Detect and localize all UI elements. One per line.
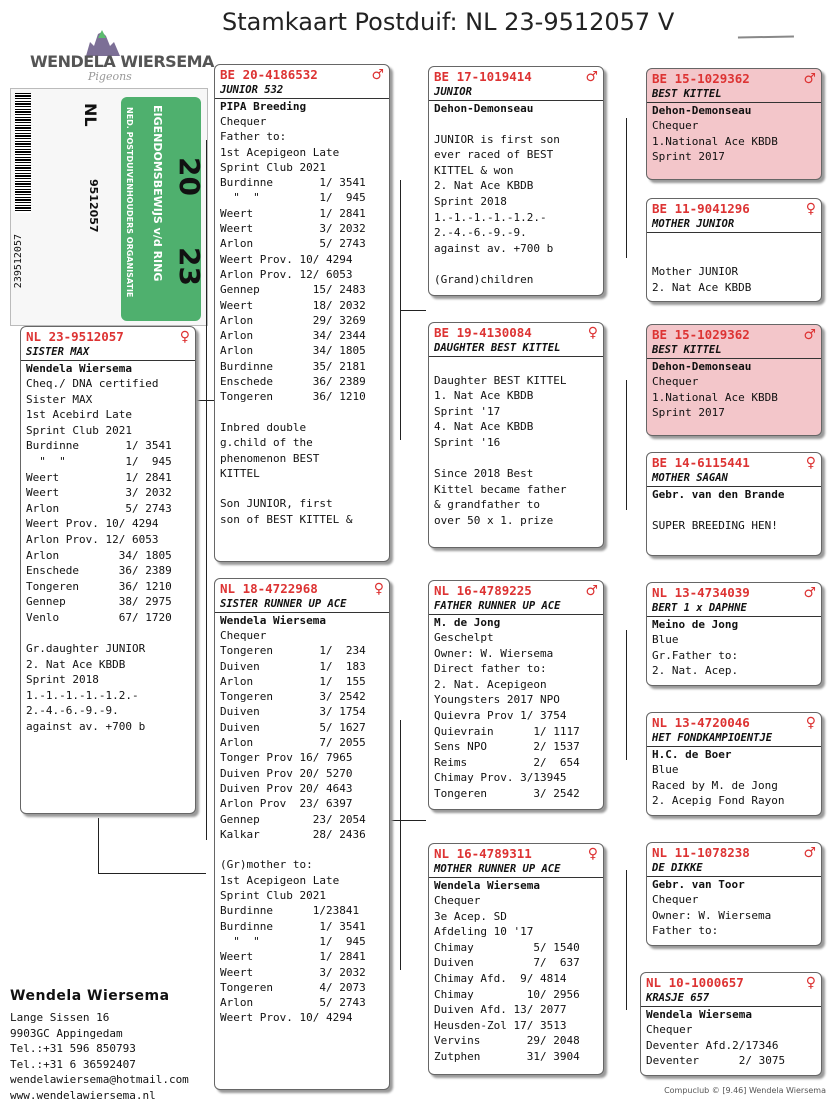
pigeon-name: MOTHER SAGAN [647,471,821,487]
detail-line: (Gr)mother to: [220,857,384,872]
sex-icon: ♀ [374,581,384,597]
pedigree-card-ff[interactable] [428,66,604,296]
detail-line: Cheq./ DNA certified [26,376,190,392]
breeder: PIPA Breeding [220,99,384,114]
detail-line: Chequer [646,1022,816,1038]
detail-line: 1.National Ace KBDB [652,390,816,406]
detail-line [434,357,598,373]
detail-line: Weert 18/ 2032 [220,298,384,313]
pedigree-card-fm[interactable] [428,322,604,548]
detail-line: Deventer Afd.2/17346 [646,1038,816,1054]
contact-line: 9903GC Appingedam [10,1026,189,1042]
detail-line: Chequer [652,374,816,390]
detail-line: Sprint Club 2021 [220,160,384,175]
detail-line: Weert 1/ 2841 [220,206,384,221]
connector [400,720,401,970]
detail-line: Mother JUNIOR [652,264,816,280]
pedigree-card-mff[interactable] [646,582,822,686]
pigeon-name: DAUGHTER BEST KITTEL [429,341,603,357]
ring-number: NL 13-4734039 [652,585,750,601]
detail-line: against av. +700 b [26,719,190,735]
detail-line: Arlon 5/ 2743 [220,236,384,251]
detail-line: Kittel became father [434,482,598,498]
detail-line: Sister MAX [26,392,190,408]
pigeon-details [434,630,598,802]
pedigree-card-mf[interactable] [428,580,604,810]
pedigree-card-mm[interactable] [428,843,604,1075]
sex-icon: ♀ [806,455,816,471]
detail-line: over 50 x 1. prize [434,513,598,529]
detail-line: Sprint '17 [434,404,598,420]
pigeon-details [434,116,598,288]
detail-line: Enschede 36/ 2389 [26,563,190,579]
detail-line: Burdinne 35/ 2181 [220,359,384,374]
sex-icon: ♀ [588,846,598,862]
ring-green-panel [121,97,201,321]
connector [98,818,99,873]
ring-number: BE 11-9041296 [652,201,750,217]
pedigree-card-fmm[interactable] [646,452,822,556]
pigeon-name: JUNIOR 532 [215,83,389,99]
detail-line: " " 1/ 945 [220,190,384,205]
detail-line: Arlon Prov. 12/ 6053 [220,267,384,282]
breeder: Gebr. van Toor [652,877,816,892]
ring-number: NL 11-1078238 [652,845,750,861]
detail-line: 1st Acepigeon Late [220,145,384,160]
detail-line: 2. Nat Ace KBDB [434,178,598,194]
detail-line: Zutphen 31/ 3904 [434,1049,598,1065]
sex-icon: ♂ [585,69,598,85]
detail-line: Quievra Prov 1/ 3754 [434,708,598,724]
ring-number: NL 18-4722968 [220,581,318,597]
detail-line: Inbred double [220,420,384,435]
detail-line: Tongeren 36/ 1210 [26,579,190,595]
breeder: Gebr. van den Brande [652,487,816,502]
breeder: Wendela Wiersema [434,878,598,893]
detail-line [220,842,384,857]
detail-line: 1.National Ace KBDB [652,134,816,150]
pedigree-card-ffm[interactable] [646,198,822,302]
sex-icon: ♂ [803,585,816,601]
connector [390,820,426,821]
detail-line: Duiven Afd. 13/ 2077 [434,1002,598,1018]
detail-line [434,451,598,467]
detail-line: Since 2018 Best [434,466,598,482]
detail-line: Enschede 36/ 2389 [220,374,384,389]
detail-line: Chimay Afd. 9/ 4814 [434,971,598,987]
detail-line: Burdinne 1/ 3541 [220,175,384,190]
pedigree-card-father[interactable] [214,64,390,562]
ring-number: NL 13-4720046 [652,715,750,731]
detail-line [220,481,384,496]
page-title: Stamkaart Postduif: NL 23-9512057 V [222,8,674,36]
detail-line: Deventer 2/ 3075 [646,1053,816,1069]
pigeon-details [26,376,190,735]
pigeon-details [434,893,598,1065]
detail-line: Sprint Club 2021 [26,423,190,439]
pigeon-name: DE DIKKE [647,861,821,877]
detail-line: Chimay 10/ 2956 [434,987,598,1003]
connector [98,873,206,874]
pigeon-details [652,502,816,533]
ring-number: NL 10-1000657 [646,975,744,991]
pigeon-details [652,762,816,809]
detail-line: Sprint 2018 [434,194,598,210]
detail-line: 2. Nat Ace KBDB [26,657,190,673]
sex-icon: ♀ [806,201,816,217]
detail-line: Blue [652,762,816,778]
detail-line: 2. Nat. Acepigeon [434,677,598,693]
detail-line: Weert 3/ 2032 [220,221,384,236]
detail-line: 1st Acebird Late [26,407,190,423]
detail-line: Arlon 29/ 3269 [220,313,384,328]
detail-line: Afdeling 10 '17 [434,924,598,940]
detail-line: Sprint Club 2021 [220,888,384,903]
detail-line: Kalkar 28/ 2436 [220,827,384,842]
detail-line: Vervins 29/ 2048 [434,1033,598,1049]
detail-line: Tongeren 4/ 2073 [220,980,384,995]
detail-line: Weert Prov. 10/ 4294 [220,252,384,267]
ring-number: BE 14-6115441 [652,455,750,471]
pigeon-name: BEST KITTEL [647,343,821,359]
pigeon-name: JUNIOR [429,85,603,101]
breeder: M. de Jong [434,615,598,630]
detail-line: Arlon 34/ 1805 [220,343,384,358]
sex-icon: ♀ [806,975,816,991]
detail-line: Arlon 1/ 155 [220,674,384,689]
detail-line [652,249,816,265]
barcode-number: 239512057 [13,234,24,288]
pedigree-card-fff[interactable] [646,68,822,180]
breeder: Dehon-Demonseau [652,103,816,118]
sex-icon: ♂ [803,327,816,343]
detail-line: Duiven Prov 20/ 5270 [220,766,384,781]
pigeon-name: BERT 1 x DAPHNE [647,601,821,617]
detail-line: 2. Nat Ace KBDB [652,280,816,296]
detail-line: Tongeren 3/ 2542 [220,689,384,704]
detail-line: Owner: W. Wiersema [434,646,598,662]
detail-line: Heusden-Zol 17/ 3513 [434,1018,598,1034]
detail-line: Youngsters 2017 NPO [434,692,598,708]
detail-line [652,233,816,249]
detail-line [434,116,598,132]
pigeon-details [652,374,816,421]
detail-line: Burdinne 1/23841 [220,903,384,918]
ring-number: 9512057 [87,179,100,233]
website-link[interactable]: www.wendelawiersema.nl [10,1088,189,1103]
detail-line: Direct father to: [434,661,598,677]
connector [206,140,207,840]
detail-line: Chequer [652,118,816,134]
pigeon-details [652,118,816,165]
detail-line: Tongeren 1/ 234 [220,643,384,658]
detail-line: Tongeren 36/ 1210 [220,389,384,404]
detail-line: Weert 1/ 2841 [26,470,190,486]
detail-line: Duiven 1/ 183 [220,659,384,674]
detail-line [652,502,816,518]
detail-line: g.child of the [220,435,384,450]
barcode [15,93,31,213]
detail-line: Son JUNIOR, first [220,496,384,511]
breeder: Wendela Wiersema [646,1007,816,1022]
detail-line: Gennep 38/ 2975 [26,594,190,610]
detail-line: & grandfather to [434,497,598,513]
detail-line: Quievrain 1/ 1117 [434,724,598,740]
connector [626,380,627,510]
detail-line: Duiven 5/ 1627 [220,720,384,735]
detail-line: Gennep 23/ 2054 [220,812,384,827]
sex-icon: ♂ [803,845,816,861]
detail-line: Raced by M. de Jong [652,778,816,794]
detail-line: Sprint 2017 [652,149,816,165]
contact-line: Lange Sissen 16 [10,1010,189,1026]
detail-line: Weert 1/ 2841 [220,949,384,964]
connector [626,630,627,760]
detail-line: SUPER BREEDING HEN! [652,518,816,534]
detail-line: Weert Prov. 10/ 4294 [26,516,190,532]
sex-icon: ♂ [371,67,384,83]
breeder: Meino de Jong [652,617,816,632]
detail-line: Duiven 3/ 1754 [220,704,384,719]
contact-line: Tel.:+31 6 36592407 [10,1057,189,1073]
contact-block [10,988,189,1103]
detail-line [26,626,190,642]
ring-number: BE 15-1029362 [652,327,750,343]
detail-line: phenomenon BEST [220,451,384,466]
detail-line: Arlon 7/ 2055 [220,735,384,750]
detail-line: Gr.daughter JUNIOR [26,641,190,657]
detail-line: " " 1/ 945 [26,454,190,470]
detail-line: Daughter BEST KITTEL [434,373,598,389]
ring-number: BE 19-4130084 [434,325,532,341]
detail-line: against av. +700 b [434,241,598,257]
detail-line: Sprint '16 [434,435,598,451]
breeder: Wendela Wiersema [220,613,384,628]
owner-name: Wendela Wiersema [10,988,189,1004]
pedigree-card-fmf[interactable] [646,324,822,436]
pigeon-details [652,233,816,295]
pigeon-name: MOTHER RUNNER UP ACE [429,862,603,878]
pigeon-name: SISTER RUNNER UP ACE [215,597,389,613]
contact-line: Tel.:+31 596 850793 [10,1041,189,1057]
detail-line: Gennep 15/ 2483 [220,282,384,297]
sex-icon: ♀ [588,325,598,341]
detail-line: (Grand)children [434,272,598,288]
pedigree-card-mmf[interactable] [646,842,822,946]
pigeon-name: SISTER MAX [21,345,195,361]
detail-line: 3e Acep. SD [434,909,598,925]
sex-icon: ♂ [803,71,816,87]
detail-line: Arlon 34/ 2344 [220,328,384,343]
detail-line: KITTEL & won [434,163,598,179]
ring-year-a: 20 [173,157,206,196]
pigeon-details [652,632,816,679]
detail-line: 1. Nat Ace KBDB [434,388,598,404]
email-link[interactable]: wendelawiersema@hotmail.com [10,1072,189,1088]
detail-line: Arlon 5/ 2743 [26,501,190,517]
detail-line: Burdinne 1/ 3541 [220,919,384,934]
detail-line: Arlon Prov. 12/ 6053 [26,532,190,548]
detail-line: Chimay 5/ 1540 [434,940,598,956]
ring-number: BE 17-1019414 [434,69,532,85]
detail-line: Chequer [434,893,598,909]
pedigree-card-mmm[interactable] [640,972,822,1076]
detail-line: Venlo 67/ 1720 [26,610,190,626]
detail-line: Father to: [220,129,384,144]
breeder: H.C. de Boer [652,747,816,762]
pedigree-card-mfm[interactable] [646,712,822,816]
detail-line: Chequer [220,628,384,643]
sex-icon: ♀ [180,329,190,345]
detail-line: " " 1/ 945 [220,934,384,949]
breeder: Dehon-Demonseau [652,359,816,374]
detail-line: Burdinne 1/ 3541 [26,438,190,454]
logo-sub: Pigeons [88,70,132,83]
detail-line: Arlon 5/ 2743 [220,995,384,1010]
breeder: Dehon-Demonseau [434,101,598,116]
detail-line: Chimay Prov. 3/13945 [434,770,598,786]
detail-line: Duiven 7/ 637 [434,955,598,971]
connector [400,310,426,311]
sex-icon: ♀ [806,715,816,731]
ring-title: EIGENDOMSBEWIJS v/d RING [151,105,164,281]
detail-line: Tonger Prov 16/ 7965 [220,750,384,765]
connector [626,870,627,1010]
detail-line [434,256,598,272]
detail-line: Weert 3/ 2032 [220,965,384,980]
pedigree-card-subject[interactable] [20,326,196,814]
detail-line: KITTEL [220,466,384,481]
detail-line: Sens NPO 2/ 1537 [434,739,598,755]
pigeon-name: HET FONDKAMPIOENTJE [647,731,821,747]
ring-number: NL 23-9512057 [26,329,124,345]
ring-number: NL 16-4789225 [434,583,532,599]
detail-line: 1.-1.-1.-1.-1.2.- [26,688,190,704]
detail-line: 2.-4.-6.-9.-9. [434,225,598,241]
detail-line: 2. Nat. Acep. [652,663,816,679]
detail-line: Weert 3/ 2032 [26,485,190,501]
detail-line: Blue [652,632,816,648]
detail-line: Sprint 2018 [26,672,190,688]
detail-line: Owner: W. Wiersema [652,908,816,924]
pigeon-name: KRASJE 657 [641,991,821,1007]
ring-certificate [10,88,208,326]
detail-line: JUNIOR is first son [434,132,598,148]
sex-icon: ♂ [585,583,598,599]
ring-number: BE 20-4186532 [220,67,318,83]
detail-line: 2. Acepig Fond Rayon [652,793,816,809]
detail-line: Duiven Prov 20/ 4643 [220,781,384,796]
detail-line: 4. Nat Ace KBDB [434,419,598,435]
ring-org: NED. POSTDUIVENHOUDERS ORGANISATIE [125,107,134,297]
detail-line: ever raced of BEST [434,147,598,163]
connector [626,118,627,258]
pigeon-details [646,1022,816,1069]
pigeon-name: FATHER RUNNER UP ACE [429,599,603,615]
pigeon-name: BEST KITTEL [647,87,821,103]
pigeon-details [220,114,384,527]
detail-line: 1st Acepigeon Late [220,873,384,888]
detail-line: Chequer [652,892,816,908]
pigeon-name: MOTHER JUNIOR [647,217,821,233]
detail-line: 1.-1.-1.-1.-1.2.- [434,210,598,226]
footer-credit: Compuclub © [9.46] Wendela Wiersema [664,1086,826,1095]
detail-line [220,405,384,420]
pigeon-details [434,357,598,529]
pedigree-card-mother[interactable] [214,578,390,1090]
detail-line: 2.-4.-6.-9.-9. [26,703,190,719]
detail-line: Reims 2/ 654 [434,755,598,771]
pen-mark [738,36,794,45]
detail-line: Arlon 34/ 1805 [26,548,190,564]
detail-line: Arlon Prov 23/ 6397 [220,796,384,811]
breeder: Wendela Wiersema [26,361,190,376]
detail-line: Father to: [652,923,816,939]
pigeon-details [220,628,384,1026]
pigeon-details [652,892,816,939]
ring-country: NL [81,103,100,127]
detail-line: Geschelpt [434,630,598,646]
detail-line: Tongeren 3/ 2542 [434,786,598,802]
ring-number: BE 15-1029362 [652,71,750,87]
detail-line: Chequer [220,114,384,129]
detail-line: son of BEST KITTEL & [220,512,384,527]
ring-number: NL 16-4789311 [434,846,532,862]
ring-year-b: 23 [173,247,206,286]
detail-line: Sprint 2017 [652,405,816,421]
detail-line: Gr.Father to: [652,648,816,664]
logo-text: WENDELA WIERSEMA [30,52,214,71]
detail-line: Weert Prov. 10/ 4294 [220,1010,384,1025]
